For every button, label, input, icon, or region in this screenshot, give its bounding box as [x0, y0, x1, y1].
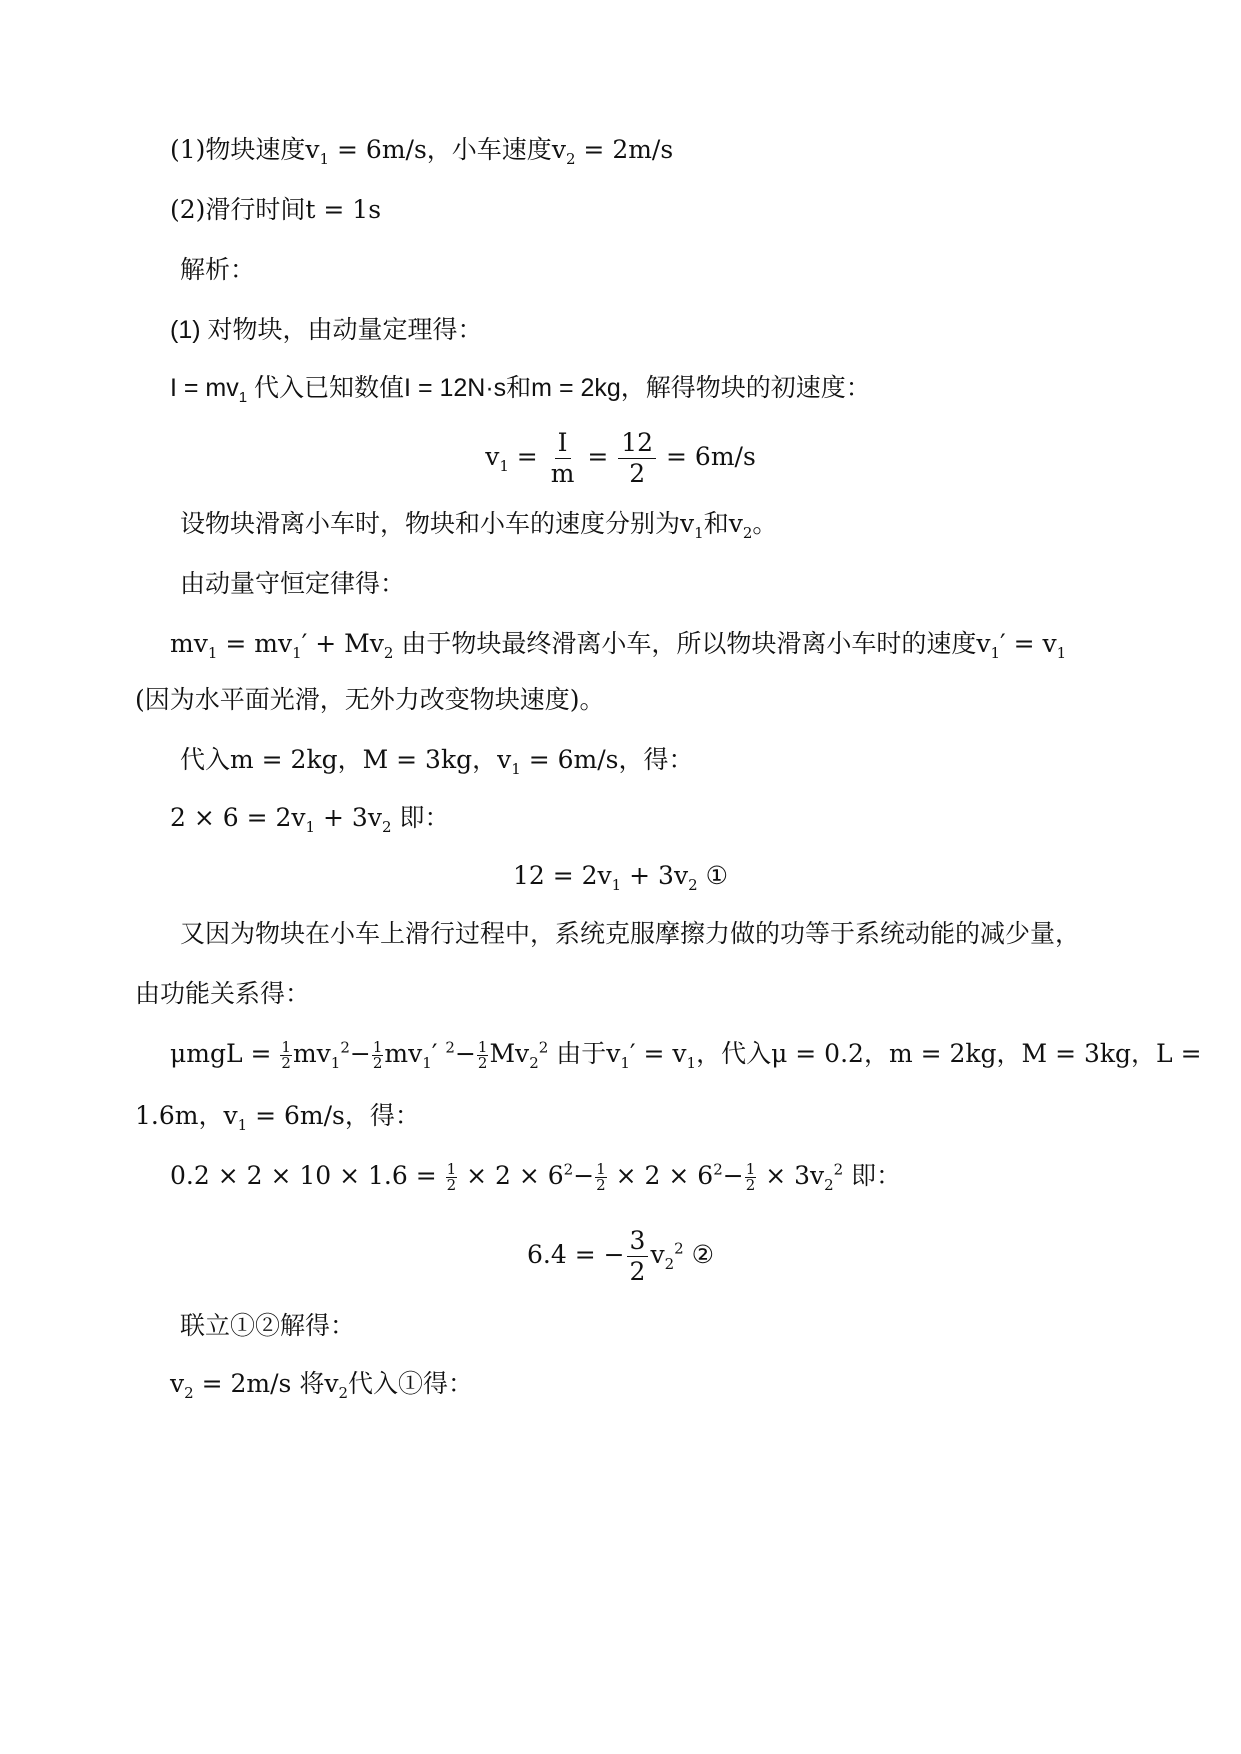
equation-2: 6.4 = − $\frac{3}{2}$ $v_2^2$ ② [526, 1226, 715, 1286]
part1-intro: (1) 对物块，由动量定理得： [170, 316, 483, 344]
momentum-equation: $mv_1 = mv_1' + Mv_2$ 由于物块最终滑离小车，所以物块滑离小车时的速度$v_1' = v_1$ [170, 629, 1067, 662]
momentum-reason: (因为水平面光滑，无外力改变物块速度)。 [135, 685, 605, 714]
numeric-equation: $2 \times 6 = 2v_1 + 3v_2$ 即： [170, 803, 450, 836]
substitute-text: 代入m = 2kg，M = 3kg，$v_1 = 6m/s$，得： [180, 745, 694, 778]
energy-text-2: 由功能关系得： [135, 979, 311, 1008]
energy-equation: μmgL = $\frac{1}{2}$ $mv_1^2-$ $\frac{1}{2}$ $mv_1'$ $^2$− $\frac{1}{2}$ $Mv_2^2$ 由于$v_1' = v_1$，代入μ = 0.2，m = 2kg，M = 3kg，L = [170, 1038, 1202, 1072]
analysis-heading: 解析： [180, 255, 256, 284]
answer-2: (2)滑行时间t = 1s [170, 195, 382, 224]
answer-1: (1)物块速度$v_1 = 6m/s$，小车速度$v_2 = 2m/s$ [170, 135, 674, 168]
momentum-law-text: 由动量守恒定律得： [180, 569, 406, 598]
energy-numeric-equation: 0.2 × 2 × 10 × 1.6 = $\frac{1}{2}$ × $2 \times 6^2-$ $\frac{1}{2}$ × $2 \times 6^2-$ $\frac{1}{2}$ × $3v_2^2$ 即： [170, 1160, 902, 1194]
v1-fraction-equation: $v_1$ = $\frac{I}{m}$ = $\frac{12}{2}$ = 6m/s [485, 428, 756, 488]
final-line: $v_2 = 2m/s$ 将$v_2$代入①得： [170, 1369, 474, 1402]
equation-1: $12 = 2v_1 + 3v_2$ ① [512, 861, 728, 894]
set-variables-text: 设物块滑离小车时，物块和小车的速度分别为$v_1$和$v_2$。 [180, 509, 778, 542]
combine-text: 联立①②解得： [180, 1311, 356, 1340]
impulse-equation: $I = mv_1$ 代入已知数值I = 12N·s和m = 2kg，解得物块的初速度： [170, 374, 871, 406]
energy-values: 1.6m，$v_1 = 6m/s$，得： [135, 1101, 420, 1134]
energy-text-1: 又因为物块在小车上滑行过程中，系统克服摩擦力做的功等于系统动能的减少量， [180, 919, 1081, 948]
